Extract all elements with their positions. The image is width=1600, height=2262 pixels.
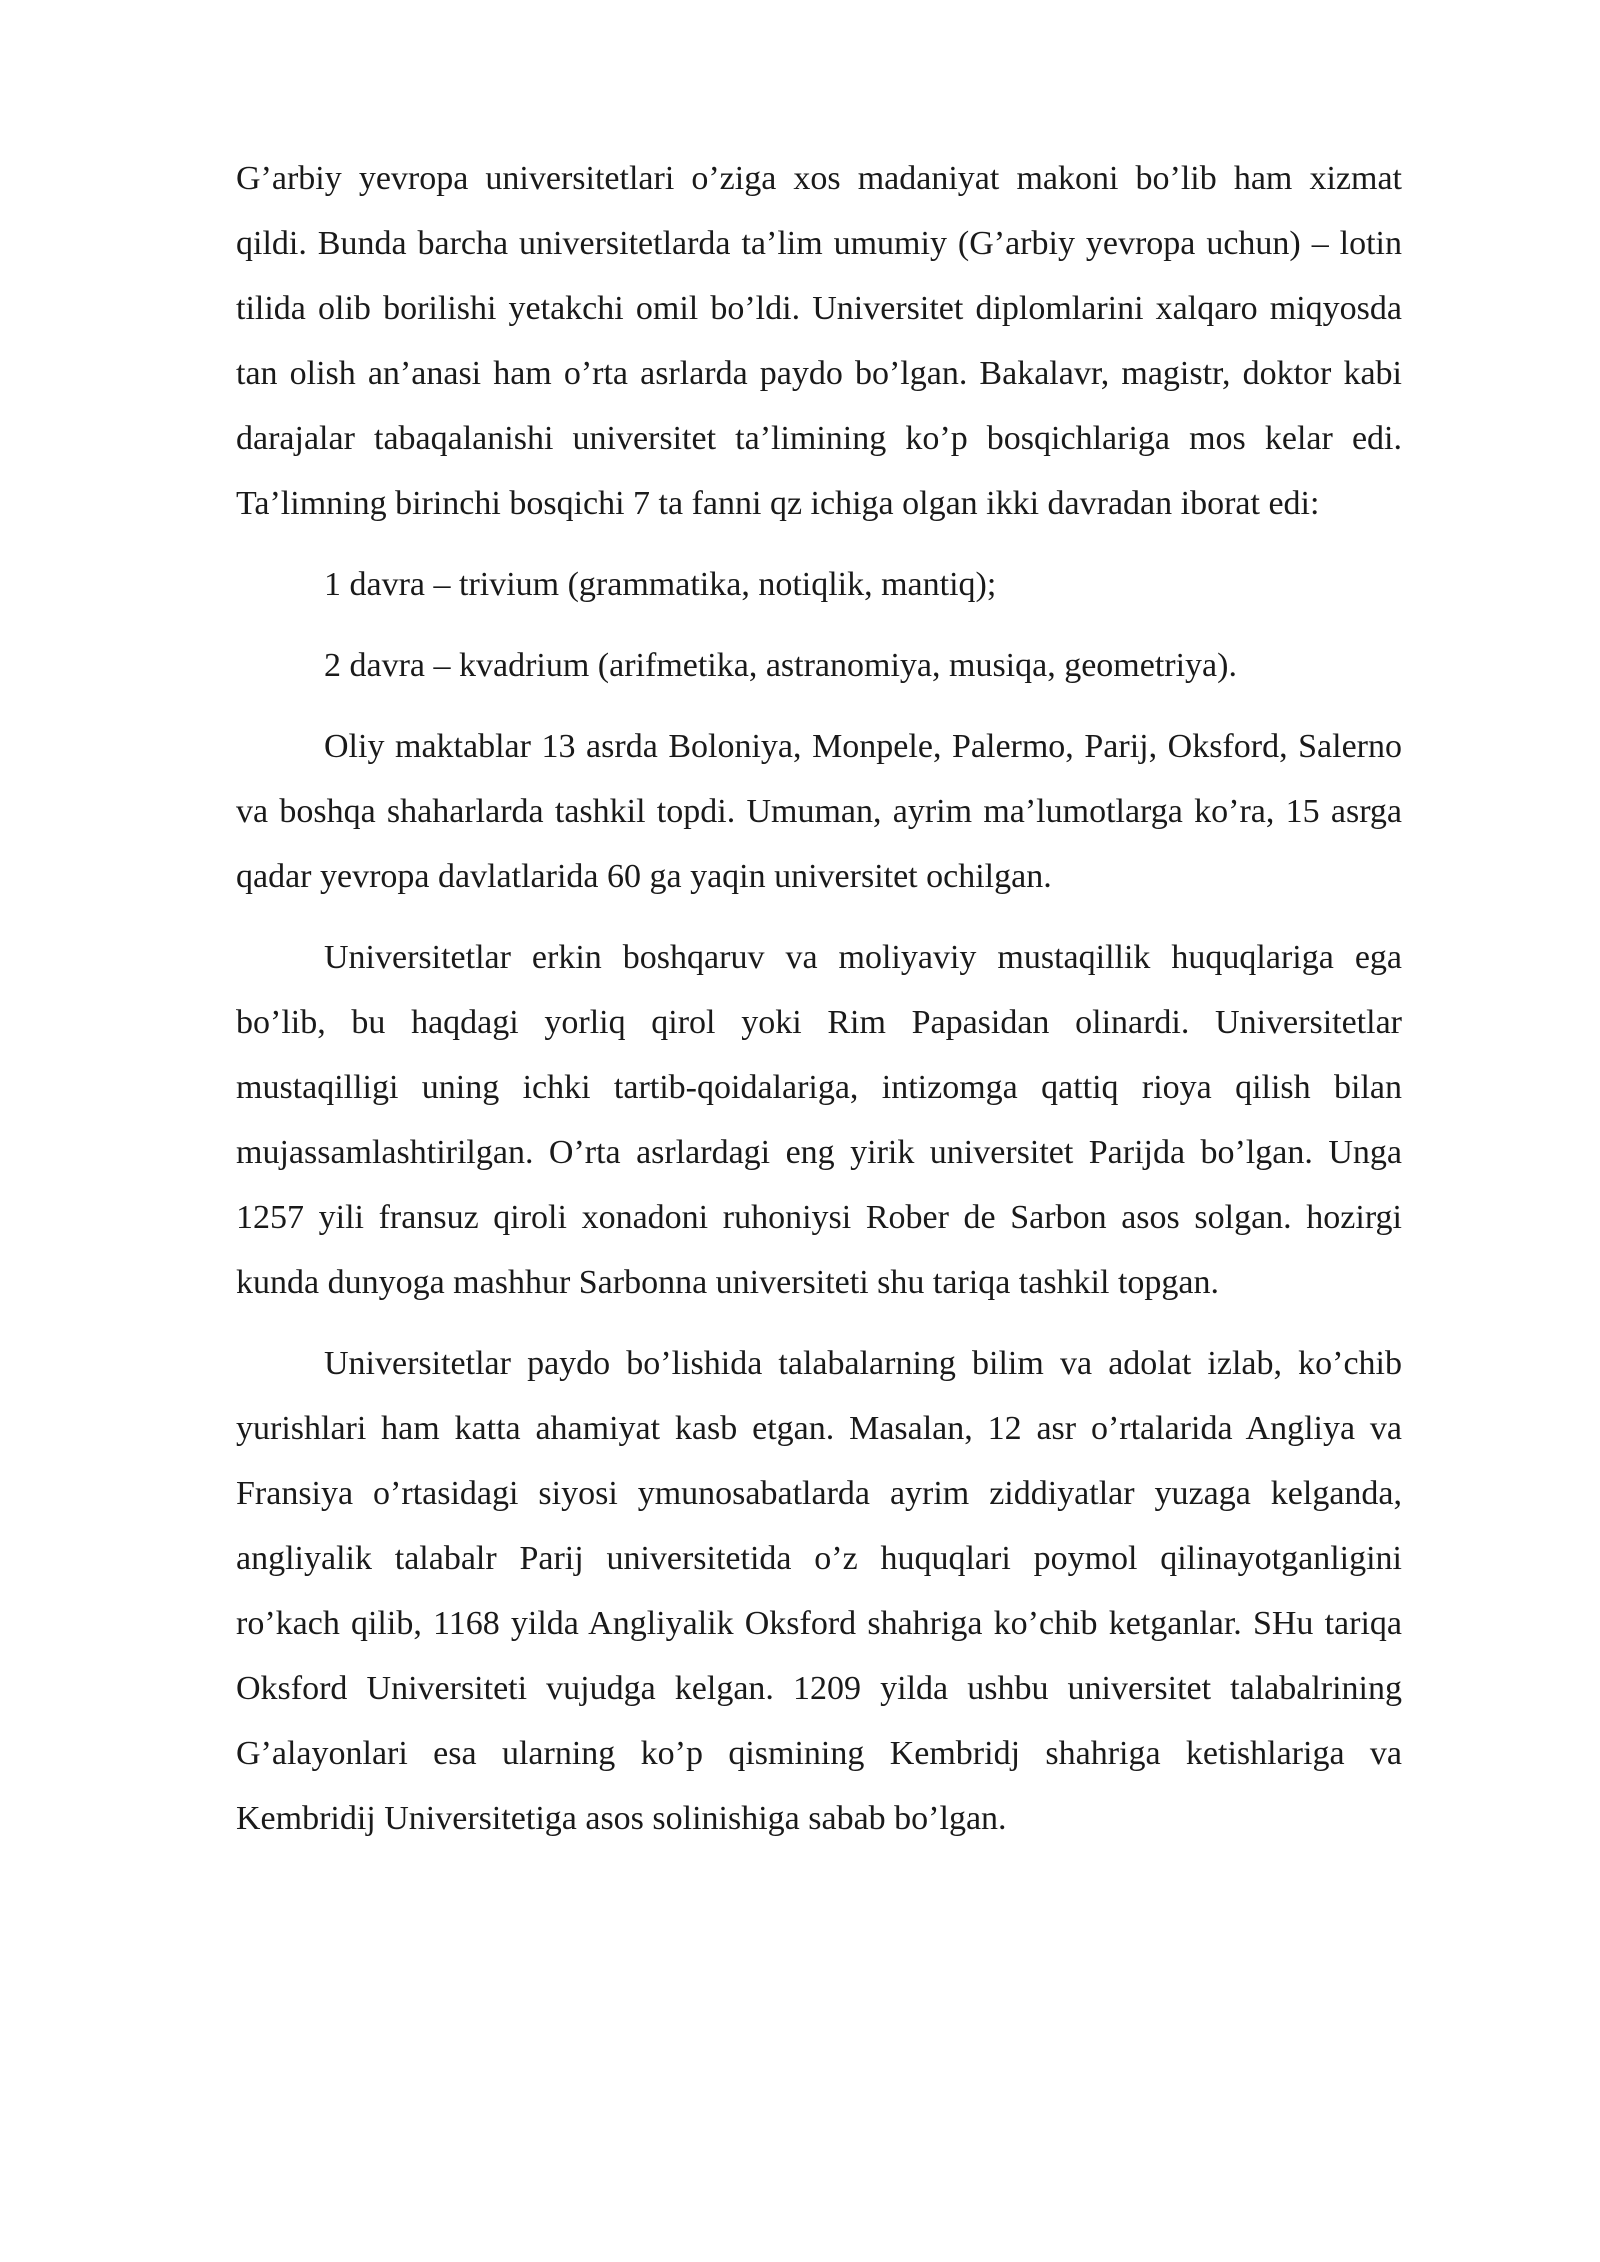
paragraph-higher-schools: Oliy maktablar 13 asrda Boloniya, Monpele, Palermo, Parij, Oksford, Salerno va boshqa shaharlarda tashkil topdi. Umuman, ayrim ma’lumotlarga ko’ra, 15 asrga qadar yevropa davlatlarida 60 ga yaqin universitet ochilgan. — [236, 728, 1402, 895]
document-body — [236, 146, 1402, 1851]
paragraph-student-migration: Universitetlar paydo bo’lishida talabalarning bilim va adolat izlab, ko’chib yurishlari ham katta ahamiyat kasb etgan. Masalan, 12 asr o’rtalarida Angliya va Fransiya o’rtasidagi siyosi ymunosabatlarda ayrim ziddiyatlar yuzaga kelganda, angliyalik talabalr Parij universitetida o’z huquqlari poymol qilinayotganligini ro’kach qilib, 1168 yilda Angliyalik Oksford shahriga ko’chib ketganlar. SHu tariqa Oksford Universiteti vujudga kelgan. 1209 yilda ushbu universitet talabalrining G’alayonlari esa ularning ko’p qismining Kembridj shahriga ketishlariga va Kembridij Universitetiga asos solinishiga sabab bo’lgan. — [236, 1345, 1402, 1837]
list-item-trivium: 1 davra – trivium (grammatika, notiqlik, mantiq); — [324, 566, 997, 603]
paragraph-university-autonomy: Universitetlar erkin boshqaruv va moliyaviy mustaqillik huquqlariga ega bo’lib, bu haqdagi yorliq qirol yoki Rim Papasidan olinardi. Universitetlar mustaqilligi uning ichki tartib-qoidalariga, intizomga qattiq rioya qilish bilan mujassamlashtirilgan. O’rta asrlardagi eng yirik universitet Parijda bo’lgan. Unga 1257 yili fransuz qiroli xonadoni ruhoniysi Rober de Sarbon asos solgan. hozirgi kunda dunyoga mashhur Sarbonna universiteti shu tariqa tashkil topgan. — [236, 939, 1402, 1301]
paragraph-universities-culture: G’arbiy yevropa universitetlari o’ziga xos madaniyat makoni bo’lib ham xizmat qildi. Bunda barcha universitetlarda ta’lim umumiy (G’arbiy yevropa uchun) – lotin tilida olib borilishi yetakchi omil bo’ldi. Universitet diplomlarini xalqaro miqyosda tan olish an’anasi ham o’rta asrlarda paydo bo’lgan. Bakalavr, magistr, doktor kabi darajalar tabaqalanishi universitet ta’limining ko’p bosqichlariga mos kelar edi. Ta’limning birinchi bosqichi 7 ta fanni qz ichiga olgan ikki davradan iborat edi: — [236, 160, 1402, 522]
list-item-kvadrium: 2 davra – kvadrium (arifmetika, astranomiya, musiqa, geometriya). — [324, 647, 1237, 684]
